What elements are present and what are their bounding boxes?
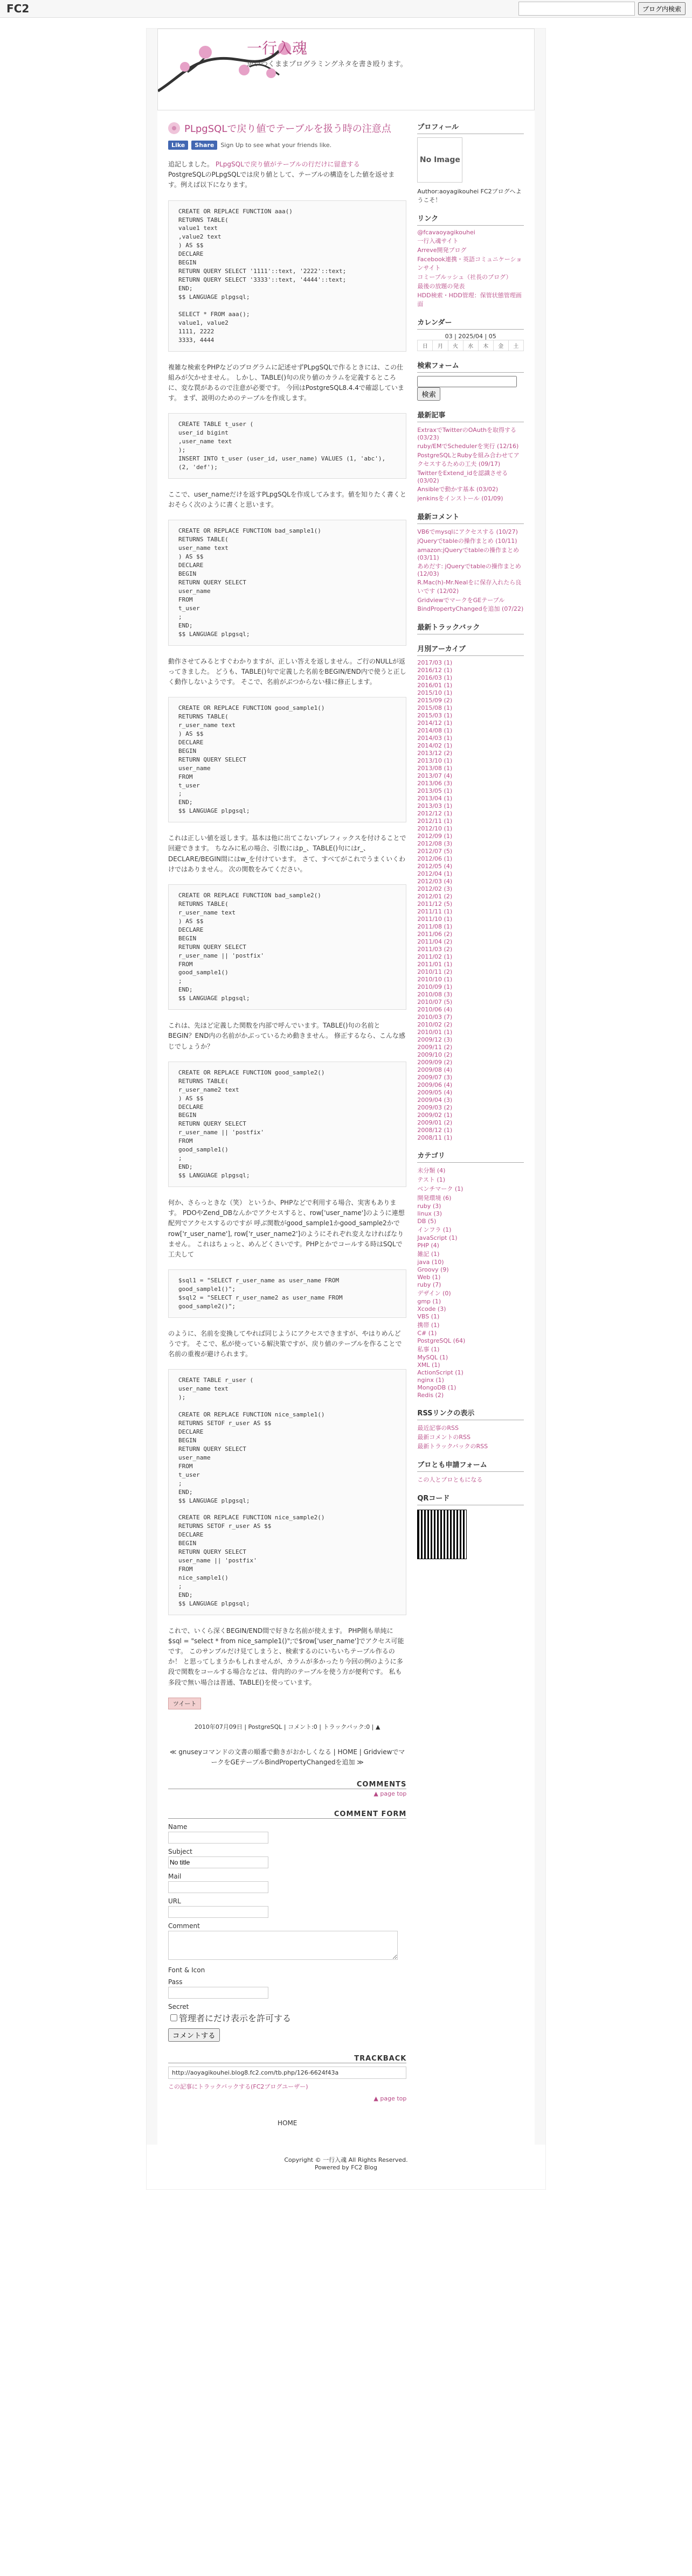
category-link[interactable]: インフラ (1)	[417, 1226, 452, 1233]
url-input[interactable]	[168, 1906, 268, 1918]
recent-comment[interactable]: GridviewでマークをGEテーブルBindPropertyChangedを追加 (07/22)	[417, 597, 524, 612]
text-block-7: のように、名前を変換してやれば同じようにアクセスできますが、やはりめんどうです。 そこで、私が使っている解決策ですが、戻り値のテーブルを作ることで名前の重複が避けられます。	[168, 1329, 402, 1358]
main-content	[168, 121, 406, 2134]
category-link[interactable]: 私事 (1)	[417, 1346, 440, 1353]
recent-comment[interactable]: R.Mac(h)-Mr.Nealをに保存入れたら良いです (12/02)	[417, 579, 522, 595]
category-link[interactable]: DB (5)	[417, 1218, 437, 1225]
secret-checkbox[interactable]	[170, 2014, 177, 2021]
archive-link[interactable]: 2010/03 (7)	[417, 1014, 453, 1021]
recent-trackbacks-title: 最新トラックバック	[417, 622, 524, 634]
text-block-4: これは正しい値を返します。基本は他に出てこないプレフィックスを付けることで回避できます。 ちなみに私の場合、引数にはp_、TABLE()句にはr_、DECLARE/BEGIN間にはw_を付けています。 さて、すべてがこれでうまくいくわけではありません。 次の関数をみてください。	[168, 834, 406, 873]
recent-comments-title: 最新コメント	[417, 511, 524, 524]
calendar-title: カレンダー	[417, 317, 524, 330]
category-link[interactable]: Groovy (9)	[417, 1266, 449, 1273]
sidebar-link[interactable]: @fcavaoyagikouhei	[417, 229, 475, 236]
sidebar-link[interactable]: Arreve開発ブログ	[417, 247, 467, 254]
calendar-day-header: 水	[463, 340, 478, 351]
page	[147, 29, 545, 2189]
archive-link[interactable]: 2010/10 (1)	[417, 976, 453, 983]
archive-link[interactable]: 2010/01 (1)	[417, 1029, 453, 1036]
main-layout	[157, 110, 535, 2145]
comment-textarea[interactable]	[168, 1931, 398, 1960]
archive-link[interactable]: 2011/03 (2)	[417, 946, 453, 953]
fc2-logo: FC2	[6, 2, 30, 15]
archive-link[interactable]: 2010/02 (2)	[417, 1021, 453, 1028]
archive-link[interactable]: 2016/01 (1)	[417, 682, 453, 689]
archive-link[interactable]: 2010/08 (3)	[417, 991, 453, 998]
archive-link[interactable]: 2012/10 (1)	[417, 825, 453, 832]
category-link[interactable]: ruby (3)	[417, 1203, 441, 1210]
category-link[interactable]: linux (3)	[417, 1210, 442, 1217]
calendar-day-header: 金	[493, 340, 508, 351]
comment-form-title: COMMENT FORM	[168, 1810, 406, 1819]
archive-link[interactable]: 2010/06 (4)	[417, 1006, 453, 1013]
sidebar-link[interactable]: 最後の放題の発表	[417, 283, 465, 290]
facebook-share-button[interactable]: Share	[191, 141, 217, 150]
archive-link[interactable]: 2009/06 (4)	[417, 1081, 453, 1088]
calendar-day-header: 土	[508, 340, 523, 351]
category-link[interactable]: gmp (1)	[417, 1298, 441, 1305]
archive-link[interactable]: 2012/07 (5)	[417, 848, 453, 855]
archive-link[interactable]: 2013/05 (1)	[417, 787, 453, 794]
calendar-day-header: 火	[448, 340, 463, 351]
calendar-header: 03 | 2025/04 | 05	[445, 333, 496, 340]
calendar-table	[417, 340, 524, 351]
archive-link[interactable]: 2015/03 (1)	[417, 712, 453, 719]
header-search	[518, 2, 686, 16]
category-link[interactable]: 携帯 (1)	[417, 1322, 440, 1329]
text-block-5: これは、先ほど定義した関数を内部で呼んでいます。TABLE()句の名前とBEGIN？END内の名前がかぶっているため動きません。 修正するなら、こんな感じでしょうか？	[168, 1022, 405, 1050]
archive-title: 月別アーカイブ	[417, 643, 524, 656]
friend-title: ブロとも申請フォーム	[417, 1459, 524, 1472]
archive-link[interactable]: 2013/07 (4)	[417, 772, 453, 779]
profile-text: Author:aoyagikouhei FC2ブログへようこそ！	[417, 188, 522, 204]
code-block-3: CREATE OR REPLACE FUNCTION bad_sample1() RETURNS TABLE( user_name text ) AS $$ DECLARE BEGIN RETURN QUERY SELECT user_name FROM t_user ; END; $$ LANGUAGE plpgsql;	[168, 520, 406, 645]
sidebar-link[interactable]: Facebook連携・英語コミュニケーションサイト	[417, 256, 522, 271]
name-input[interactable]	[168, 1832, 268, 1844]
archive-link[interactable]: 2012/08 (3)	[417, 840, 453, 847]
site-header	[157, 29, 535, 110]
archive-link[interactable]: 2015/10 (1)	[417, 689, 453, 696]
recent-comment[interactable]: あめだす: jQueryでtableの操作まとめ (12/03)	[417, 563, 521, 577]
code-block-2: CREATE TABLE t_user ( user_id bigint ,user_name text ); INSERT INTO t_user (user_id, user_name) VALUES (1, 'abc'), (2, 'def');	[168, 413, 406, 479]
mail-input[interactable]	[168, 1881, 268, 1893]
comments-page-top[interactable]: ▲ page top	[373, 1790, 407, 1798]
rss-link[interactable]: 最新コメントのRSS	[417, 1434, 470, 1441]
archive-link[interactable]: 2012/11 (1)	[417, 818, 453, 825]
links-title: リンク	[417, 213, 524, 226]
category-link[interactable]: デザイン (0)	[417, 1290, 451, 1297]
qr-code-icon	[417, 1510, 467, 1559]
entry-intro	[168, 159, 406, 191]
archive-link[interactable]: 2009/09 (2)	[417, 1059, 453, 1066]
tweet-button[interactable]: ツイート	[168, 1698, 201, 1709]
archive-link[interactable]: 2013/04 (1)	[417, 795, 453, 802]
secret-checkbox-label: 管理者にだけ表示を許可する	[179, 2013, 292, 2024]
sidebar-link[interactable]: 一行入魂サイト	[417, 238, 459, 245]
archive-link[interactable]: 2009/05 (4)	[417, 1089, 453, 1096]
code-block-6: CREATE OR REPLACE FUNCTION good_sample2() RETURNS TABLE( r_user_name2 text ) AS $$ DECLARE BEGIN RETURN QUERY SELECT r_user_name || 'postfix' FROM good_sample1() ; END; $$ LANGUAGE plpgsql;	[168, 1062, 406, 1187]
header-search-input[interactable]	[518, 2, 635, 16]
mail-label: Mail	[168, 1873, 182, 1881]
archive-link[interactable]: 2011/02 (1)	[417, 953, 453, 960]
archive-link[interactable]: 2013/08 (1)	[417, 765, 453, 772]
font-label: Font & Icon	[168, 1966, 205, 1974]
archive-link[interactable]: 2009/02 (1)	[417, 1112, 453, 1119]
recent-post[interactable]: ruby/EMでSchedulerを実行 (12/16)	[417, 443, 519, 450]
category-link[interactable]: C# (1)	[417, 1330, 437, 1337]
archive-link[interactable]: 2010/11 (2)	[417, 968, 453, 975]
facebook-signup-text: Sign Up to see what your friends like.	[220, 142, 332, 149]
code-block-8: CREATE TABLE r_user ( user_name text ); CREATE OR REPLACE FUNCTION nice_sample1() RETURNS SETOF r_user AS $$ DECLARE BEGIN RETURN QUERY SELECT user_name FROM t_user ; END; $$ LANGUAGE plpgsql; CREATE OR REPLACE FUNCTION nice_sample2() RETURNS SETOF r_user AS $$ DECLARE BEGIN RETURN QUERY SELECT user_name || 'postfix' FROM nice_sample1() ; END; $$ LANGUAGE plpgsql;	[168, 1369, 406, 1615]
category-link[interactable]: ベンチマーク (1)	[417, 1185, 463, 1192]
archive-link[interactable]: 2009/07 (3)	[417, 1074, 453, 1081]
entry-meta: 2010年07月09日 | PostgreSQL | コメント:0 | トラックバック:0 | ▲	[194, 1723, 380, 1730]
recent-post[interactable]: TwitterをExtend_idを認識させる (03/02)	[417, 470, 508, 484]
search-title: 検索フォーム	[417, 360, 524, 373]
archive-link[interactable]: 2012/04 (1)	[417, 870, 453, 877]
archive-link[interactable]: 2015/09 (2)	[417, 697, 453, 704]
secret-label: Secret	[168, 2003, 189, 2011]
category-link[interactable]: JavaScript (1)	[417, 1234, 458, 1241]
sidebar-link[interactable]: コミーブルッシュ（社長のブログ）	[417, 274, 512, 281]
archive-link[interactable]: 2011/06 (2)	[417, 931, 453, 938]
trackback-page-top[interactable]: ▲ page top	[373, 2095, 407, 2103]
archive-link[interactable]: 2008/11 (1)	[417, 1134, 453, 1141]
archive-link[interactable]: 2014/12 (1)	[417, 720, 453, 727]
category-link[interactable]: 雑記 (1)	[417, 1251, 440, 1258]
site-footer	[147, 2145, 545, 2189]
archive-link[interactable]: 2009/03 (2)	[417, 1104, 453, 1111]
category-link[interactable]: PostgreSQL (64)	[417, 1337, 466, 1344]
recent-post[interactable]: Ansibleで動かす基本 (03/02)	[417, 486, 499, 493]
sidebar-search-button[interactable]: 検索	[417, 387, 440, 401]
archive-link[interactable]: 2011/11 (1)	[417, 908, 453, 915]
url-label: URL	[168, 1897, 181, 1905]
category-title: カテゴリ	[417, 1150, 524, 1163]
site-title[interactable]: 一行入魂	[247, 39, 308, 57]
archive-link[interactable]: 2014/03 (1)	[417, 735, 453, 742]
comments-title: COMMENTS	[168, 1781, 406, 1789]
facebook-like-button[interactable]: Like	[168, 141, 188, 150]
subject-label: Subject	[168, 1848, 192, 1856]
category-link[interactable]: 未分類 (4)	[417, 1167, 446, 1174]
recent-post[interactable]: PostgreSQLとRubyを組み合わせてアクセスするための工夫 (09/17)	[417, 452, 520, 467]
category-link[interactable]: Xcode (3)	[417, 1306, 446, 1313]
trackback-url[interactable]: http://aoyagikouhei.blog8.fc2.com/tb.php/126-6624f43a	[168, 2067, 406, 2079]
archive-link[interactable]: 2012/03 (4)	[417, 878, 453, 885]
intro-text: PostgreSQLのPLpgSQLでは戻り値として、テーブルの構造をした値を返せます。例えば以下になります。	[168, 171, 395, 189]
recent-posts-title: 最新記事	[417, 409, 524, 422]
archive-link[interactable]: 2009/04 (3)	[417, 1097, 453, 1104]
category-link[interactable]: テスト (1)	[417, 1176, 445, 1183]
calendar-day-header: 日	[418, 340, 433, 351]
facebook-like-bar	[168, 141, 406, 150]
text-block-2: ここで、user_nameだけを返すPLpgSQLを作成してみます。値を知りたく書くとおそらく次のように書くと思います。	[168, 490, 406, 509]
code-block-5: CREATE OR REPLACE FUNCTION bad_sample2() RETURNS TABLE( r_user_name text ) AS $$ DECLARE BEGIN RETURN QUERY SELECT r_user_name || 'postfix' FROM good_sample1() ; END; $$ LANGUAGE plpgsql;	[168, 884, 406, 1010]
recent-comment[interactable]: VB6でmysqlにアクセスする (10/27)	[417, 528, 518, 535]
archive-link[interactable]: 2012/09 (1)	[417, 833, 453, 840]
sidebar-search-input[interactable]	[417, 376, 517, 387]
sidebar	[417, 121, 524, 2134]
sidebar-link[interactable]: HDD検索・HDD管理：保管状態管理画面	[417, 292, 522, 308]
code-block-1: CREATE OR REPLACE FUNCTION aaa() RETURNS TABLE( value1 text ,value2 text ) AS $$ DECLARE BEGIN RETURN QUERY SELECT '1111'::text, '2222'::text; RETURN QUERY SELECT '3333'::text, '4444'::text; END; $$ LANGUAGE plpgsql; SELECT * FROM aaa(); value1, value2 1111, 2222 3333, 4444	[168, 200, 406, 352]
archive-link[interactable]: 2012/01 (2)	[417, 893, 453, 900]
archive-link[interactable]: 2013/10 (1)	[417, 757, 453, 764]
entry-title-row	[168, 121, 406, 135]
category-link[interactable]: 開発環境 (6)	[417, 1195, 452, 1202]
archive-link[interactable]: 2011/04 (2)	[417, 938, 453, 945]
pass-label: Pass	[168, 1978, 183, 1986]
sakura-icon	[168, 122, 180, 134]
entry-navigation[interactable]: ≪ gnuseyコマンドの文書の順番で動きがおかしくなる | HOME | GridviewでマークをGEテーブルBindPropertyChangedを追加 ≫	[169, 1748, 405, 1766]
archive-link[interactable]: 2009/10 (2)	[417, 1051, 453, 1058]
recent-post[interactable]: ExtraxでTwitterのOAuthを取得する (03/23)	[417, 427, 517, 441]
recent-comment[interactable]: jQueryでtableの操作まとめ (10/11)	[417, 537, 517, 544]
archive-link[interactable]: 2016/03 (1)	[417, 674, 453, 681]
calendar-day-header: 月	[433, 340, 448, 351]
footer-copyright: Copyright © 一行入魂 All Rights Reserved.	[284, 2156, 408, 2164]
archive-link[interactable]: 2013/03 (1)	[417, 802, 453, 809]
friend-link[interactable]: この人とブロともになる	[417, 1476, 483, 1483]
archive-link[interactable]: 2010/07 (5)	[417, 999, 453, 1006]
social-buttons	[168, 1698, 406, 1709]
recent-post[interactable]: jenkinsをインストール (01/09)	[417, 495, 503, 502]
archive-link[interactable]: 2014/02 (1)	[417, 742, 453, 749]
trackback-title: TRACKBACK	[168, 2055, 406, 2063]
archive-link[interactable]: 2015/08 (1)	[417, 704, 453, 711]
archive-link[interactable]: 2008/12 (1)	[417, 1127, 453, 1134]
archive-link[interactable]: 2012/02 (3)	[417, 885, 453, 892]
entry-title[interactable]: PLpgSQLで戻り値でテーブルを扱う時の注意点	[184, 123, 391, 135]
category-link[interactable]: java (10)	[417, 1259, 444, 1266]
category-link[interactable]: MongoDB (1)	[417, 1384, 456, 1391]
archive-link[interactable]: 2012/06 (1)	[417, 855, 453, 862]
category-link[interactable]: Web (1)	[417, 1274, 441, 1281]
rss-link[interactable]: 最近記事のRSS	[417, 1425, 459, 1432]
archive-link[interactable]: 2016/12 (1)	[417, 667, 453, 674]
rss-title: RSSリンクの表示	[417, 1407, 524, 1420]
archive-link[interactable]: 2011/12 (5)	[417, 900, 453, 907]
text-block-6: 何か、さらっときな（笑） というか、PHPなどで利用する場合、実害もあります。 PDOやZend_DBなんかでアクセスすると、row['user_name']のように連想配列でアクセスするのですが 呼ぶ関数がgood_sample1かgood_sample2かでrow['r_user_name'], row['r_user_name2']のようにそれぞれ変えなければなりません。 これはちょっと、めんどくさいです。PHPとかでコールする時はSQLで工夫して	[168, 1198, 405, 1258]
category-link[interactable]: MySQL (1)	[417, 1354, 448, 1361]
subject-input[interactable]	[168, 1856, 268, 1868]
category-link[interactable]: PHP (4)	[417, 1242, 439, 1249]
archive-link[interactable]: 2009/11 (2)	[417, 1044, 453, 1051]
category-link[interactable]: ruby (7)	[417, 1281, 441, 1288]
text-block-1: 複雑な検索をPHPなどのプログラムに記述せずPLpgSQLで作るときには、この仕組みが欠かせません。 しかし、TABLE()句の戻り値のカラムを定義するところに、変な罠があるので注意が必要です。 今回はPostgreSQL8.4.4で確認しています。 まず、説明のためのテーブルを作成します。	[168, 363, 404, 402]
archive-link[interactable]: 2013/06 (3)	[417, 780, 453, 787]
trackback-link[interactable]: この記事にトラックバックする(FC2ブログユーザー)	[168, 2083, 308, 2091]
text-block-3: 動作させてみるとすぐわかりますが、正しい答えを返しません。ご行のNULLが返ってきました。 どうも、TABLE()句で定義した名前をBEGIN/END内で使うと正しく動作しないようです。 そこで、名前がぶつからない様に修正します。	[168, 657, 406, 686]
text-block-8: これで、いくら深くBEGIN/END間で好きな名前が使えます。 PHP側も単純に$sql = "select * from nice_sample1()";で$row['user_name']でアクセス可能です。 このサンプルだけ見てしまうと、検索するのにいちいちテーブル作るのか！ と思ってしまうかもしれませんが、カラムが多かったり今回の例のように多段で関数をコールする場合などは、骨肉的のテーブルを使う方が便利です。 私も多段で無い場合は普通、TABLE()を使っています。	[168, 1626, 404, 1686]
archive-link[interactable]: 2011/01 (1)	[417, 961, 453, 968]
added-prefix: 追記しました。	[168, 160, 214, 168]
pass-input[interactable]	[168, 1987, 268, 1999]
archive-link[interactable]: 2012/12 (1)	[417, 810, 453, 817]
archive-link[interactable]: 2011/08 (1)	[417, 923, 453, 930]
archive-link[interactable]: 2017/03 (1)	[417, 659, 453, 666]
archive-link[interactable]: 2013/12 (2)	[417, 750, 453, 757]
category-link[interactable]: Redis (2)	[417, 1392, 444, 1399]
archive-link[interactable]: 2012/05 (4)	[417, 863, 453, 870]
category-link[interactable]: ActionScript (1)	[417, 1369, 463, 1376]
profile-title: プロフィール	[417, 121, 524, 134]
archive-link[interactable]: 2014/08 (1)	[417, 727, 453, 734]
comment-submit-button[interactable]: コメントする	[168, 2028, 220, 2042]
category-link[interactable]: nginx (1)	[417, 1377, 444, 1384]
rss-link[interactable]: 最新トラックバックのRSS	[417, 1443, 488, 1450]
code-block-4: CREATE OR REPLACE FUNCTION good_sample1() RETURNS TABLE( r_user_name text ) AS $$ DECLARE BEGIN RETURN QUERY SELECT user_name FROM t_user ; END; $$ LANGUAGE plpgsql;	[168, 697, 406, 822]
added-link[interactable]: PLpgSQLで戻り値がテーブルの行だけに留意する	[215, 160, 360, 168]
qr-title: QRコード	[417, 1492, 524, 1505]
category-link[interactable]: VBS (1)	[417, 1313, 440, 1320]
name-label: Name	[168, 1823, 188, 1831]
fc2-header	[0, 0, 692, 18]
code-block-7: $sql1 = "SELECT r_user_name as user_name FROM good_sample1()"; $sql2 = "SELECT r_user_name2 as user_name FROM good_sample2()";	[168, 1269, 406, 1318]
category-link[interactable]: XML (1)	[417, 1362, 440, 1369]
archive-link[interactable]: 2009/08 (4)	[417, 1066, 453, 1073]
archive-link[interactable]: 2009/12 (3)	[417, 1036, 453, 1043]
calendar-day-header: 木	[478, 340, 493, 351]
comment-label: Comment	[168, 1922, 200, 1930]
footer-powered[interactable]: Powered by FC2 Blog	[314, 2164, 378, 2172]
archive-link[interactable]: 2010/09 (1)	[417, 983, 453, 990]
archive-link[interactable]: 2011/10 (1)	[417, 916, 453, 923]
site-description: 思いつくままプログラミングネタを書き殴ります。	[247, 60, 407, 68]
footer-home-link[interactable]: HOME	[277, 2119, 297, 2127]
profile-image: No Image	[417, 137, 462, 183]
header-search-button[interactable]: ブログ内検索	[638, 2, 686, 15]
recent-comment[interactable]: amazon:jQueryでtableの操作まとめ (03/11)	[417, 547, 520, 561]
archive-link[interactable]: 2009/01 (2)	[417, 1119, 453, 1126]
